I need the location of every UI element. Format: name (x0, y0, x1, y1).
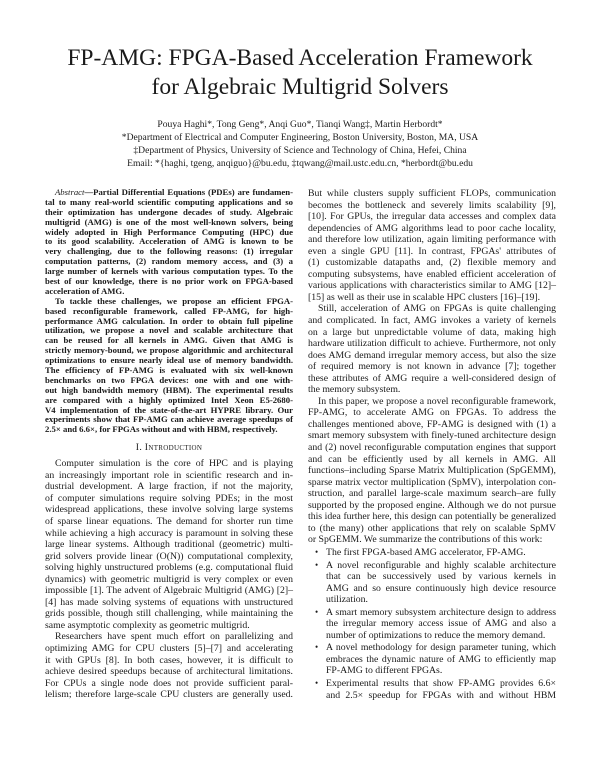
text-line: For CPUs a single node does not provide sufficient paral- (45, 677, 293, 689)
text-line: widespread applications, these involve solving large systems (45, 504, 293, 516)
text-line: widely adopted in High Performance Computing (HPC) due (45, 226, 293, 237)
text-line: to (the many) other applications that rely on scalable SpMV (308, 522, 556, 534)
paragraph (45, 631, 293, 700)
text-line: Experimental results that show FP-AMG provides 6.6× (326, 677, 556, 689)
text-line: to its good scalability. Acceleration of AMG is known to be (45, 236, 293, 247)
text-line: and can be efficiently used by all kernels in AMG. All (308, 453, 556, 465)
text-line: dustrial development. A large fraction, if not the majority, (45, 481, 293, 493)
right-column (308, 188, 556, 701)
text-line: AMG and so ensure continuously high device resource (326, 582, 556, 594)
text-line: (1) customizable datapaths and, (2) flexible memory and (308, 257, 556, 269)
text-line: while achieving a high accuracy is paramount in solving these (45, 527, 293, 539)
text-line: challenges mentioned above, FP-AMG is designed with (1) a (308, 418, 556, 430)
text-line: and therefore low utilization, again limiting performance with (308, 234, 556, 246)
text-line: large number of kernels with various computation types. To the (45, 266, 293, 277)
text-line: grids possible, though still challenging, while maintaining the (45, 608, 293, 620)
text-line: the irregular memory access issue of AMG and also a (326, 618, 556, 630)
abstract-paragraph (45, 188, 293, 297)
text-line: of sparse linear equations. The demand for shorter run time (45, 516, 293, 527)
contribution-item (308, 547, 556, 559)
text-line: are compared with a highly optimized Intel Xeon E5-2680- (45, 394, 293, 405)
text-line: tal to many real-world scientific computing applications and so (45, 196, 293, 207)
text-line: The efficiency of FP-AMG is evaluated with six well-known (45, 365, 293, 376)
bullet-icon: • (315, 677, 319, 688)
text-line: Computer simulation is the core of HPC and is playing (55, 458, 293, 470)
text-line: and (2) novel reconfigurable computation engines that support (308, 442, 556, 454)
bullet-icon: • (315, 606, 319, 617)
text-line: solving highly unstructured problems (e.g. computational fluid (45, 562, 293, 574)
text-line: utilization, we propose a novel and scalable architecture that (45, 325, 293, 336)
text-line: this idea further here, this design can potentially be generalized (308, 511, 556, 523)
right-column-body (308, 188, 556, 546)
text-line: A novel reconfigurable and highly scalable architecture (326, 559, 556, 571)
text-line: on a large but unpredictable volume of data, making high (308, 326, 556, 338)
text-line: multigrid (AMG) is one of the most well-known solvers, being (45, 216, 293, 227)
paragraph (45, 458, 293, 631)
text-line: performance AMG calculation. In order to obtain full pipeline (45, 315, 293, 326)
text-line: optimizing AMG for CPU clusters [5]–[7] and accelerating (45, 643, 293, 655)
contribution-item (308, 560, 556, 606)
abstract-paragraph (45, 297, 293, 435)
text-line: [10]. For GPUs, the irregular data accesses and complex data (308, 211, 556, 223)
bullet-icon: • (315, 642, 319, 653)
text-line: dynamics) with geometric multigrid is very complex or even (45, 573, 293, 585)
text-line: and complicated. In fact, AMG invokes a variety of kernels (308, 315, 556, 327)
text-line: best of our knowledge, there is no prior work on FPGA-based (45, 276, 293, 287)
text-line: it with GPUs [8]. In both cases, however, it is difficult to (45, 654, 293, 666)
text-line: very challenging, due to the following reasons: (1) irregular (45, 246, 293, 257)
text-line: The first FPGA-based AMG accelerator, FP-AMG. (326, 546, 526, 558)
text-line: To tackle these challenges, we propose an efficient FPGA- (55, 295, 293, 306)
text-line: computing subsystems, have enabled efficient acceleration of (308, 268, 556, 280)
text-line: sparse matrix vector multiplication (SpMV), interpolation con- (308, 476, 556, 488)
text-line: based reconfigurable framework, called FP-AMG, for high- (45, 305, 293, 316)
abstract-text: —Partial Differential Equations (PDEs) are fundamen- (84, 187, 293, 197)
bullet-icon: • (315, 559, 319, 570)
text-line: A smart memory subsystem architecture design to address (326, 606, 556, 618)
text-line: computation patterns, (2) random memory access, and (3) a (45, 256, 293, 267)
author-block (0, 118, 600, 170)
text-line: an increasingly important role in scientific research and in- (45, 469, 293, 481)
text-line: Still, acceleration of AMG on FPGAs is quite challenging (318, 303, 556, 315)
abstract (45, 188, 293, 435)
text-line: utilization. (326, 594, 368, 606)
text-line: smart memory subsystem with finely-tuned architecture design (308, 430, 556, 442)
text-line: acceleration of AMG. (45, 285, 125, 296)
text-line: experiments show that FP-AMG can achieve average speedups of (45, 414, 293, 425)
text-line: their optimization has undergone decades of study. Algebraic (45, 206, 293, 217)
text-line: Researchers have spent much effort on parallelizing and (55, 631, 293, 643)
title-line-2: for Algebraic Multigrid Solvers (151, 74, 449, 100)
text-line: supported by the proposed engine. Although we do not pursue (308, 499, 556, 511)
text-line: the memory subsystem. (308, 384, 401, 396)
author-emails: Email: *{haghi, tgeng, anqiguo}@bu.edu, ‡tqwang@mail.ustc.edu.cn, *herbordt@bu.edu (127, 158, 473, 169)
contribution-item (308, 642, 556, 677)
affiliation-2: ‡Department of Physics, University of Science and Technology of China, Hefei, China (133, 145, 467, 156)
text-line: dependencies of AMG algorithms lead to poor cache locality, (308, 222, 556, 234)
text-line: A novel methodology for design parameter tuning, which (326, 642, 556, 654)
contribution-item (308, 678, 556, 701)
text-line: lelism; therefore large-scale CPU clusters are generally used. (45, 689, 293, 701)
text-line: of computer simulations require solving PDEs; in the most (45, 492, 293, 504)
text-line: FP-AMG, to accelerate AMG on FPGAs. To address the (308, 407, 556, 419)
paragraph (308, 188, 556, 303)
author-names: Pouya Haghi*, Tong Geng*, Anqi Guo*, Tianqi Wang‡, Martin Herbordt* (157, 119, 443, 130)
text-line: functions–including Sparse Matrix Multiplication (SpGEMM), (308, 465, 556, 477)
text-line: out high bandwidth memory (HBM). The experimental results (45, 384, 293, 395)
text-line: optimizations to ensure nearly ideal use of memory bandwidth. (45, 355, 293, 366)
title-line-1: FP-AMG: FPGA-Based Acceleration Framework (67, 45, 533, 71)
text-line: In this paper, we propose a novel reconfigurable framework, (318, 395, 556, 407)
contributions-list (308, 547, 556, 701)
text-line: that can be successively used by various kernels in (326, 571, 556, 583)
text-line: of required memory is not known in advance [7]; together (308, 361, 556, 373)
text-line: [15] as well as their use in scalable HPC clusters [16]–[19]. (308, 291, 541, 303)
text-line: benchmarks on two FPGA devices: one with and one with- (45, 374, 293, 385)
text-line: these attributes of AMG require a well-considered design of (308, 372, 556, 384)
bullet-icon: • (315, 546, 319, 557)
text-line: or SpGEMM. We summarize the contributions of this work: (308, 534, 543, 546)
text-line: various applications with characteristics similar to AMG [12]– (308, 280, 556, 292)
text-line: FP-AMG to different FPGAs. (326, 665, 443, 677)
text-line: same asymptotic complexity as geometric multigrid. (45, 619, 250, 631)
text-line: does AMG demand irregular memory access, but also the size (308, 349, 556, 361)
text-line: large linear systems. Although traditional (geometric) multi- (45, 539, 293, 551)
text-line: But while clusters supply sufficient FLOPs, communication (308, 188, 556, 199)
text-line: and 2.5× speedup for FPGAs with and without HBM (326, 689, 556, 701)
text-line: can be reused for all kernels in AMG. Given that AMG is (45, 335, 293, 346)
paper-title (0, 44, 600, 102)
abstract-label: Abstract (55, 187, 85, 197)
paragraph (308, 303, 556, 395)
left-column (45, 188, 293, 701)
text-line: becomes the bottleneck and severely limits scalability [9], (308, 199, 556, 211)
text-line: [4] has made solving systems of equations with unstructured (45, 596, 293, 608)
text-line: number of optimizations to reduce the memory demand. (326, 629, 546, 641)
text-line: hardware utilization difficult to achieve. Furthermore, not only (308, 338, 556, 350)
paragraph (308, 396, 556, 546)
text-line: V4 implementation of the state-of-the-art HYPRE library. Our (45, 404, 293, 415)
text-line: 2.5× and 6.6×, for FPGAs without and with HBM, respectively. (45, 424, 278, 435)
text-line: achieve desired speedups because of architectural limitations. (45, 666, 293, 678)
affiliation-1: *Department of Electrical and Computer Engineering, Boston University, Boston, MA, USA (121, 132, 479, 143)
text-line: strictly memory-bound, we propose algorithmic and architectural (45, 345, 293, 356)
text-line: embraces the dynamic nature of AMG to efficiently map (326, 653, 556, 665)
contribution-item (308, 607, 556, 642)
text-line: grid solvers provide linear (O(N)) computational complexity, (45, 550, 293, 562)
text-line: impossible [1]. The advent of Algebraic Multigrid (AMG) [2]– (45, 585, 293, 597)
text-line: struction, and parallel large-scale maximum search–are fully (308, 488, 556, 500)
text-line: even a single GPU [11]. In contrast, FPGAs' attributes of (308, 245, 556, 257)
introduction-body (45, 458, 293, 700)
section-heading-introduction: I. Introduction (135, 442, 203, 454)
